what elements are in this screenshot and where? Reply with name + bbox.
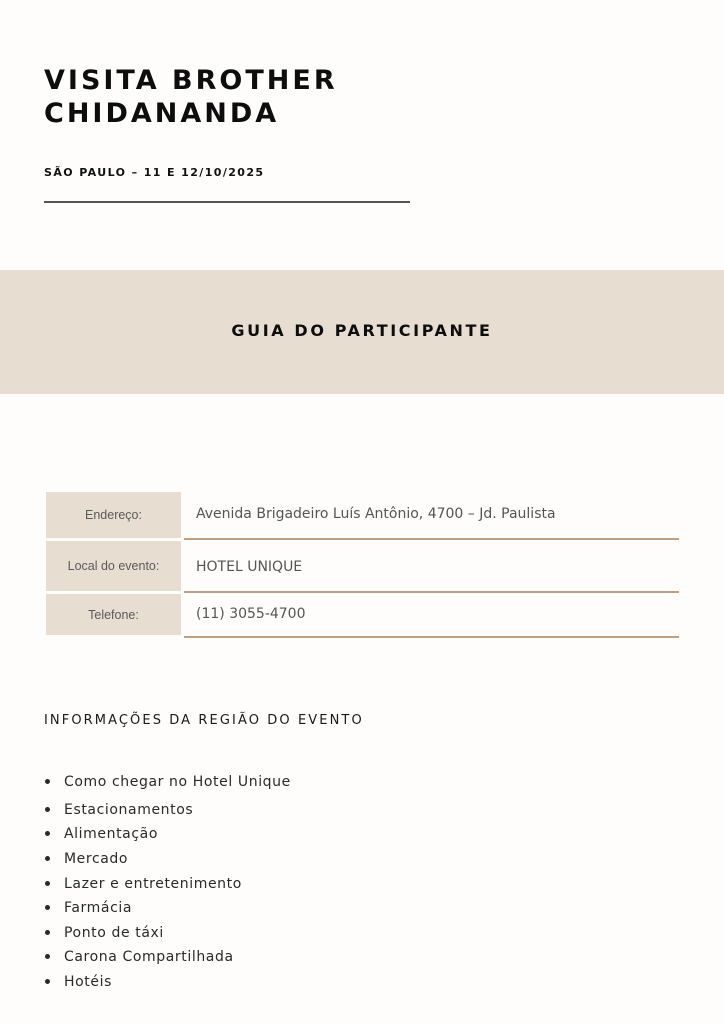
list-item-label: Como chegar no Hotel Unique — [64, 774, 291, 790]
event-subtitle: SÃO PAULO – 11 E 12/10/2025 — [44, 166, 265, 179]
info-value-venue: HOTEL UNIQUE — [196, 559, 303, 575]
page-title — [44, 64, 644, 130]
info-divider — [184, 591, 679, 593]
bullet-icon — [45, 881, 50, 886]
info-divider — [184, 636, 679, 638]
info-value-phone: (11) 3055-4700 — [196, 606, 306, 622]
title-line-2: CHIDANANDA — [44, 98, 280, 129]
guide-banner — [0, 270, 724, 394]
list-item-label: Lazer e entretenimento — [64, 876, 242, 892]
info-label-phone: Telefone: — [46, 594, 181, 635]
bullet-icon — [45, 905, 50, 910]
bullet-icon — [45, 779, 50, 784]
bullet-icon — [45, 954, 50, 959]
info-value-address: Avenida Brigadeiro Luís Antônio, 4700 – Jd. Paulista — [196, 506, 556, 522]
bullet-icon — [45, 831, 50, 836]
info-label-address: Endereço: — [46, 492, 181, 538]
title-divider — [44, 201, 410, 203]
list-item-label: Mercado — [64, 851, 129, 867]
list-item-label: Estacionamentos — [64, 802, 194, 818]
info-label-venue: Local do evento: — [46, 541, 181, 591]
banner-title: GUIA DO PARTICIPANTE — [231, 321, 493, 340]
list-item-label: Alimentação — [64, 826, 158, 842]
list-item-label: Ponto de táxi — [64, 925, 164, 941]
list-item-label: Hotéis — [64, 974, 112, 990]
info-divider — [184, 538, 679, 540]
list-item-label: Farmácia — [64, 900, 133, 916]
bullet-icon — [45, 930, 50, 935]
bullet-icon — [45, 807, 50, 812]
bullet-icon — [45, 856, 50, 861]
region-section-title: INFORMAÇÕES DA REGIÃO DO EVENTO — [44, 713, 364, 728]
list-item-label: Carona Compartilhada — [64, 949, 234, 965]
title-line-1: VISITA BROTHER — [44, 65, 338, 96]
bullet-icon — [45, 979, 50, 984]
